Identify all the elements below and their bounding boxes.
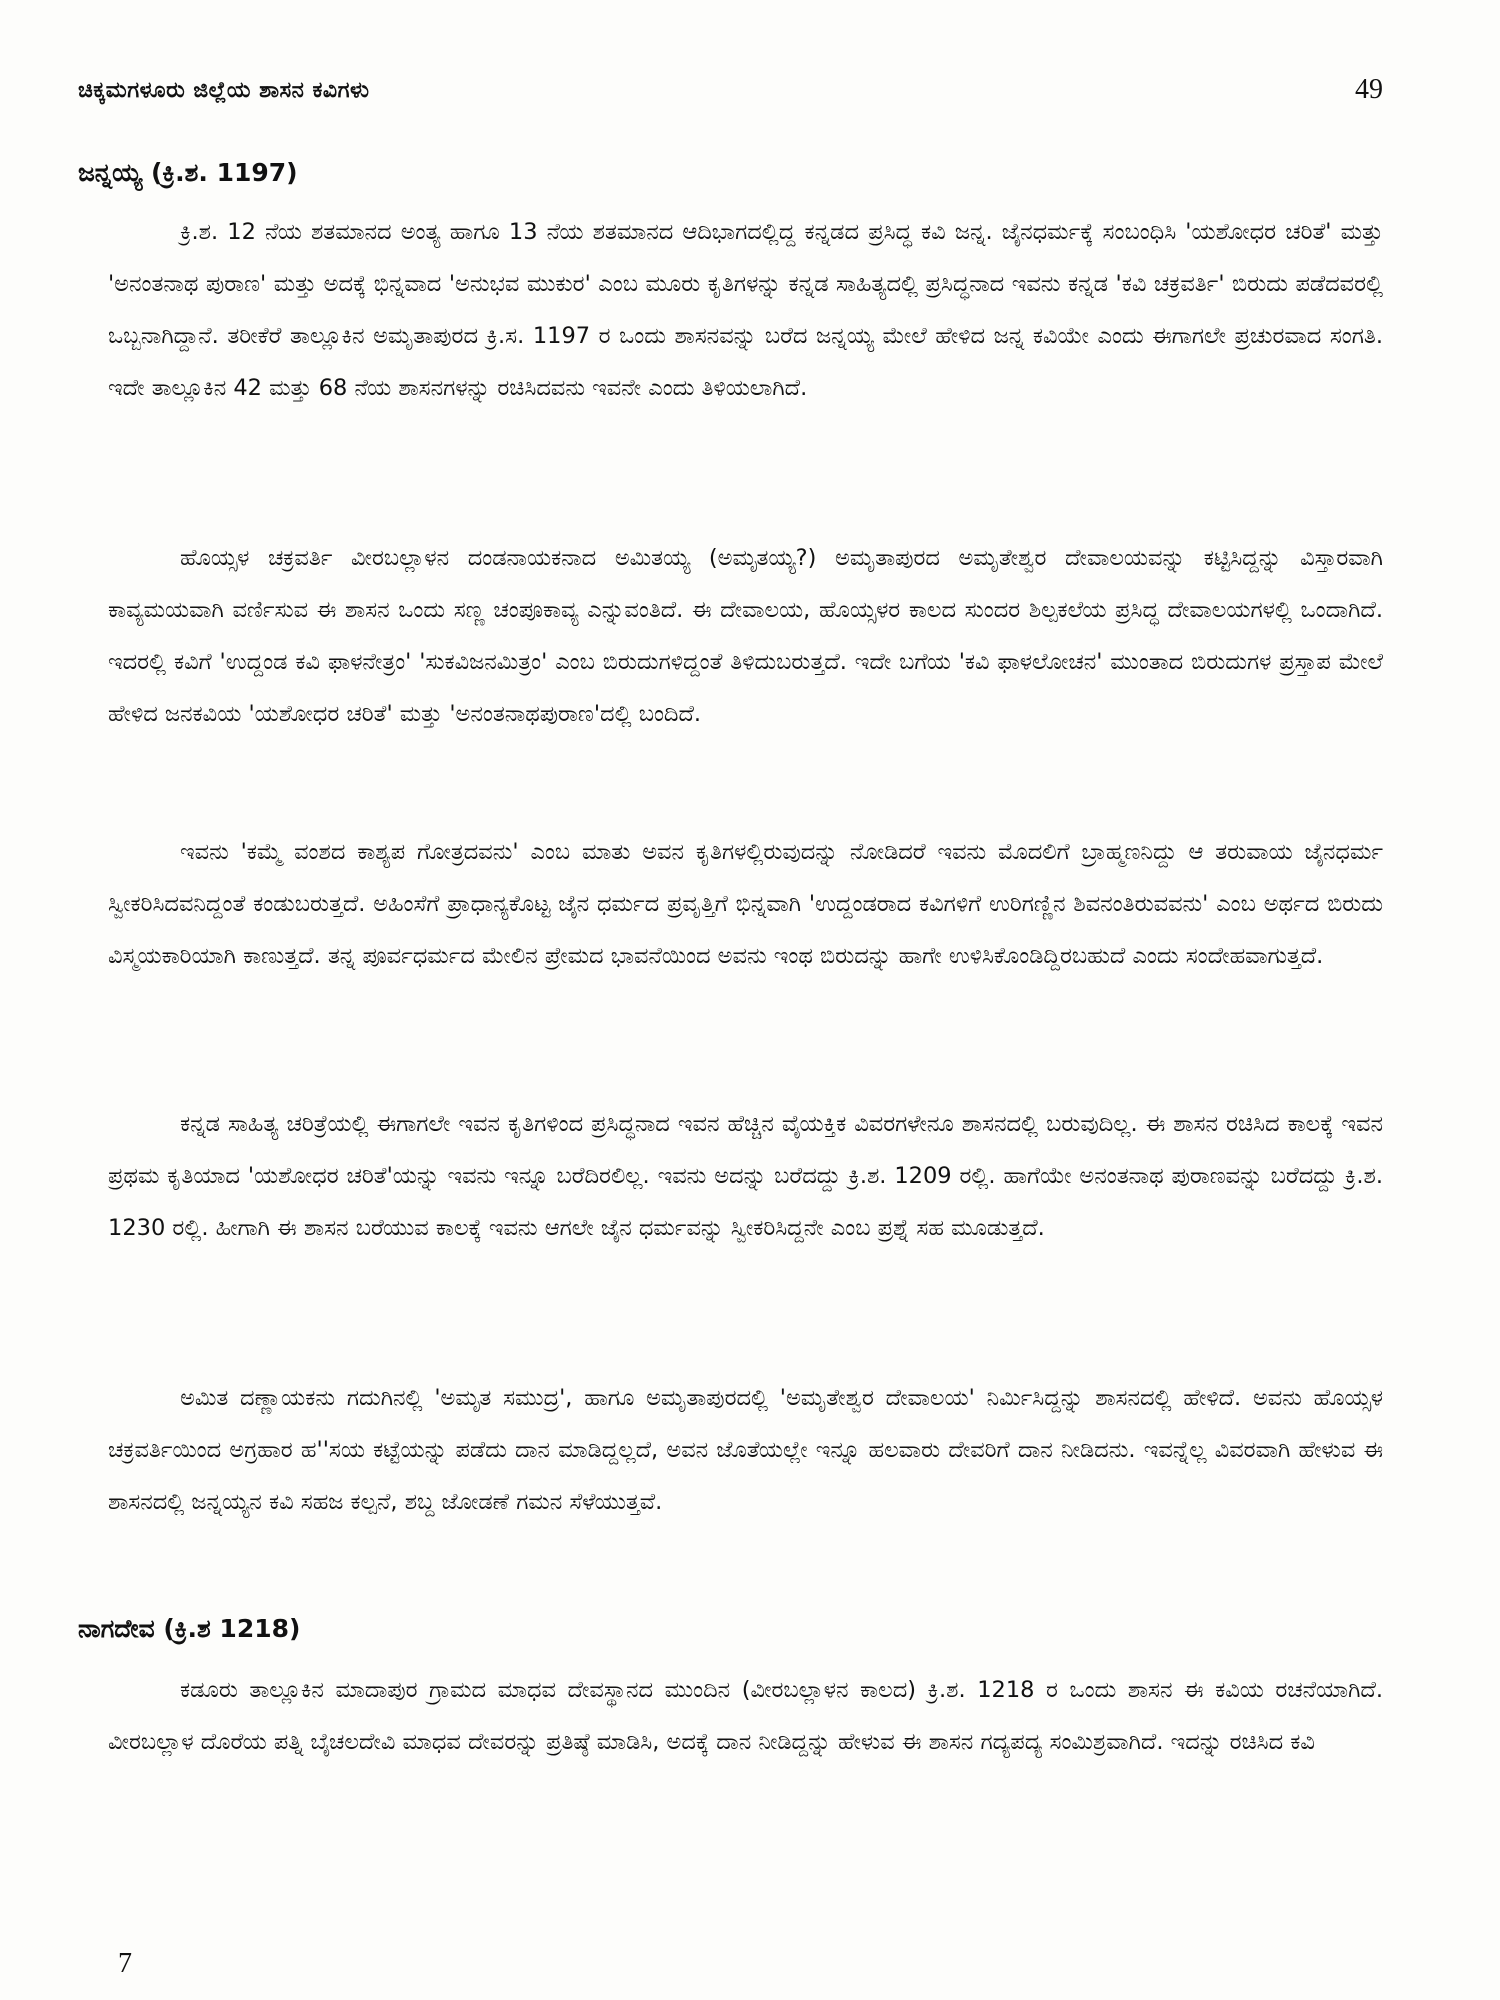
section-heading-nagadeva: ನಾಗದೇವ (ಕ್ರಿ.ಶ 1218) xyxy=(78,1614,301,1643)
paragraph-jannayya-5: ಅಮಿತ ದಣ್ಣಾಯಕನು ಗದುಗಿನಲ್ಲಿ 'ಅಮೃತ ಸಮುದ್ರ', ಹಾಗೂ ಅಮೃತಾಪುರದಲ್ಲಿ 'ಅಮೃತೇಶ್ವರ ದೇವಾಲಯ' ನಿರ್ಮಿಸಿದ್ದನ್ನು ಶಾಸನದಲ್ಲಿ ಹೇಳಿದೆ. ಅವನು ಹೊಯ್ಸಳ ಚಕ್ರವರ್ತಿಯಿಂದ ಅಗ್ರಹಾರ ಹ''ಸಯ ಕಟ್ಟೆಯನ್ನು ಪಡೆದು ದಾನ ಮಾಡಿದ್ದಲ್ಲದೆ, ಅವನ ಜೊತೆಯಲ್ಲೇ ಇನ್ನೂ ಹಲವಾರು ದೇವರಿಗೆ ದಾನ ನೀಡಿದನು. ಇವನ್ನೆಲ್ಲ ವಿವರವಾಗಿ ಹೇಳುವ ಈ ಶಾಸನದಲ್ಲಿ ಜನ್ನಯ್ಯನ ಕವಿ ಸಹಜ ಕಲ್ಪನೆ, ಶಬ್ದ ಜೋಡಣೆ ಗಮನ ಸೆಳೆಯುತ್ತವೆ. xyxy=(108,1385,1383,1515)
signature-number: 7 xyxy=(118,1948,132,1979)
running-head xyxy=(78,74,1383,108)
paragraph-jannayya-4: ಕನ್ನಡ ಸಾಹಿತ್ಯ ಚರಿತ್ರೆಯಲ್ಲಿ ಈಗಾಗಲೇ ಇವನ ಕೃತಿಗಳಿಂದ ಪ್ರಸಿದ್ಧನಾದ ಇವನ ಹೆಚ್ಚಿನ ವೈಯಕ್ತಿಕ ವಿವರಗಳೇನೂ ಶಾಸನದಲ್ಲಿ ಬರುವುದಿಲ್ಲ. ಈ ಶಾಸನ ರಚಿಸಿದ ಕಾಲಕ್ಕೆ ಇವನ ಪ್ರಥಮ ಕೃತಿಯಾದ 'ಯಶೋಧರ ಚರಿತೆ'ಯನ್ನು ಇವನು ಇನ್ನೂ ಬರೆದಿರಲಿಲ್ಲ. ಇವನು ಅದನ್ನು ಬರೆದದ್ದು ಕ್ರಿ.ಶ. 1209 ರಲ್ಲಿ. ಹಾಗೆಯೇ ಅನಂತನಾಥ ಪುರಾಣವನ್ನು ಬರೆದದ್ದು ಕ್ರಿ.ಶ. 1230 ರಲ್ಲಿ. ಹೀಗಾಗಿ ಈ ಶಾಸನ ಬರೆಯುವ ಕಾಲಕ್ಕೆ ಇವನು ಆಗಲೇ ಜೈನ ಧರ್ಮವನ್ನು ಸ್ವೀಕರಿಸಿದ್ದನೇ ಎಂಬ ಪ್ರಶ್ನೆ ಸಹ ಮೂಡುತ್ತದೆ. xyxy=(108,1111,1383,1241)
section-heading-jannayya: ಜನ್ನಯ್ಯ (ಕ್ರಿ.ಶ. 1197) xyxy=(78,158,298,187)
paragraph-jannayya-1: ಕ್ರಿ.ಶ. 12 ನೆಯ ಶತಮಾನದ ಅಂತ್ಯ ಹಾಗೂ 13 ನೆಯ ಶತಮಾನದ ಆದಿಭಾಗದಲ್ಲಿದ್ದ ಕನ್ನಡದ ಪ್ರಸಿದ್ಧ ಕವಿ ಜನ್ನ. ಜೈನಧರ್ಮಕ್ಕೆ ಸಂಬಂಧಿಸಿ 'ಯಶೋಧರ ಚರಿತೆ' ಮತ್ತು 'ಅನಂತನಾಥ ಪುರಾಣ' ಮತ್ತು ಅದಕ್ಕೆ ಭಿನ್ನವಾದ 'ಅನುಭವ ಮುಕುರ' ಎಂಬ ಮೂರು ಕೃತಿಗಳನ್ನು ಕನ್ನಡ ಸಾಹಿತ್ಯದಲ್ಲಿ ಪ್ರಸಿದ್ಧನಾದ ಇವನು ಕನ್ನಡ 'ಕವಿ ಚಕ್ರವರ್ತಿ' ಬಿರುದು ಪಡೆದವರಲ್ಲಿ ಒಬ್ಬನಾಗಿದ್ದಾನೆ. ತರೀಕೆರೆ ತಾಲ್ಲೂಕಿನ ಅಮೃತಾಪುರದ ಕ್ರಿ.ಸ. 1197 ರ ಒಂದು ಶಾಸನವನ್ನು ಬರೆದ ಜನ್ನಯ್ಯ ಮೇಲೆ ಹೇಳಿದ ಜನ್ನ ಕವಿಯೇ ಎಂದು ಈಗಾಗಲೇ ಪ್ರಚುರವಾದ ಸಂಗತಿ. ಇದೇ ತಾಲ್ಲೂಕಿನ 42 ಮತ್ತು 68 ನೆಯ ಶಾಸನಗಳನ್ನು ರಚಿಸಿದವನು ಇವನೇ ಎಂದು ತಿಳಿಯಲಾಗಿದೆ. xyxy=(108,219,1383,401)
paragraph-nagadeva-1: ಕಡೂರು ತಾಲ್ಲೂಕಿನ ಮಾದಾಪುರ ಗ್ರಾಮದ ಮಾಧವ ದೇವಸ್ಥಾನದ ಮುಂದಿನ (ವೀರಬಲ್ಲಾಳನ ಕಾಲದ) ಕ್ರಿ.ಶ. 1218 ರ ಒಂದು ಶಾಸನ ಈ ಕವಿಯ ರಚನೆಯಾಗಿದೆ. ವೀರಬಲ್ಲಾಳ ದೊರೆಯ ಪತ್ನಿ ಬೈಚಲದೇವಿ ಮಾಧವ ದೇವರನ್ನು ಪ್ರತಿಷ್ಠೆ ಮಾಡಿಸಿ, ಅದಕ್ಕೆ ದಾನ ನೀಡಿದ್ದನ್ನು ಹೇಳುವ ಈ ಶಾಸನ ಗದ್ಯಪದ್ಯ ಸಂಮಿಶ್ರವಾಗಿದೆ. ಇದನ್ನು ರಚಿಸಿದ ಕವಿ xyxy=(108,1677,1383,1755)
paragraph-jannayya-2: ಹೊಯ್ಸಳ ಚಕ್ರವರ್ತಿ ವೀರಬಲ್ಲಾಳನ ದಂಡನಾಯಕನಾದ ಅಮಿತಯ್ಯ (ಅಮೃತಯ್ಯ?) ಅಮೃತಾಪುರದ ಅಮೃತೇಶ್ವರ ದೇವಾಲಯವನ್ನು ಕಟ್ಟಿಸಿದ್ದನ್ನು ವಿಸ್ತಾರವಾಗಿ ಕಾವ್ಯಮಯವಾಗಿ ವರ್ಣಿಸುವ ಈ ಶಾಸನ ಒಂದು ಸಣ್ಣ ಚಂಪೂಕಾವ್ಯ ಎನ್ನುವಂತಿದೆ. ಈ ದೇವಾಲಯ, ಹೊಯ್ಸಳರ ಕಾಲದ ಸುಂದರ ಶಿಲ್ಪಕಲೆಯ ಪ್ರಸಿದ್ಧ ದೇವಾಲಯಗಳಲ್ಲಿ ಒಂದಾಗಿದೆ. ಇದರಲ್ಲಿ ಕವಿಗೆ 'ಉದ್ದಂಡ ಕವಿ ಫಾಳನೇತ್ರಂ' 'ಸುಕವಿಜನಮಿತ್ರಂ' ಎಂಬ ಬಿರುದುಗಳಿದ್ದಂತೆ ತಿಳಿದುಬರುತ್ತದೆ. ಇದೇ ಬಗೆಯ 'ಕವಿ ಫಾಳಲೋಚನ' ಮುಂತಾದ ಬಿರುದುಗಳ ಪ್ರಸ್ತಾಪ ಮೇಲೆ ಹೇಳಿದ ಜನಕವಿಯ 'ಯಶೋಧರ ಚರಿತೆ' ಮತ್ತು 'ಅನಂತನಾಥಪುರಾಣ'ದಲ್ಲಿ ಬಂದಿದೆ. xyxy=(108,545,1383,727)
running-title: ಚಿಕ್ಕಮಗಳೂರು ಜಿಲ್ಲೆಯ ಶಾಸನ ಕವಿಗಳು xyxy=(78,78,370,103)
paragraph-jannayya-3: ಇವನು 'ಕಮ್ಮೆ ವಂಶದ ಕಾಶ್ಯಪ ಗೋತ್ರದವನು' ಎಂಬ ಮಾತು ಅವನ ಕೃತಿಗಳಲ್ಲಿರುವುದನ್ನು ನೋಡಿದರೆ ಇವನು ಮೊದಲಿಗೆ ಬ್ರಾಹ್ಮಣನಿದ್ದು ಆ ತರುವಾಯ ಜೈನಧರ್ಮ ಸ್ವೀಕರಿಸಿದವನಿದ್ದಂತೆ ಕಂಡುಬರುತ್ತದೆ. ಅಹಿಂಸೆಗೆ ಪ್ರಾಧಾನ್ಯಕೊಟ್ಟ ಜೈನ ಧರ್ಮದ ಪ್ರವೃತ್ತಿಗೆ ಭಿನ್ನವಾಗಿ 'ಉದ್ದಂಡರಾದ ಕವಿಗಳಿಗೆ ಉರಿಗಣ್ಣಿನ ಶಿವನಂತಿರುವವನು' ಎಂಬ ಅರ್ಥದ ಬಿರುದು ವಿಸ್ಮಯಕಾರಿಯಾಗಿ ಕಾಣುತ್ತದೆ. ತನ್ನ ಪೂರ್ವಧರ್ಮದ ಮೇಲಿನ ಪ್ರೇಮದ ಭಾವನೆಯಿಂದ ಅವನು ಇಂಥ ಬಿರುದನ್ನು ಹಾಗೇ ಉಳಿಸಿಕೊಂಡಿದ್ದಿರಬಹುದೆ ಎಂದು ಸಂದೇಹವಾಗುತ್ತದೆ. xyxy=(108,839,1383,969)
page-number: 49 xyxy=(1355,74,1383,105)
